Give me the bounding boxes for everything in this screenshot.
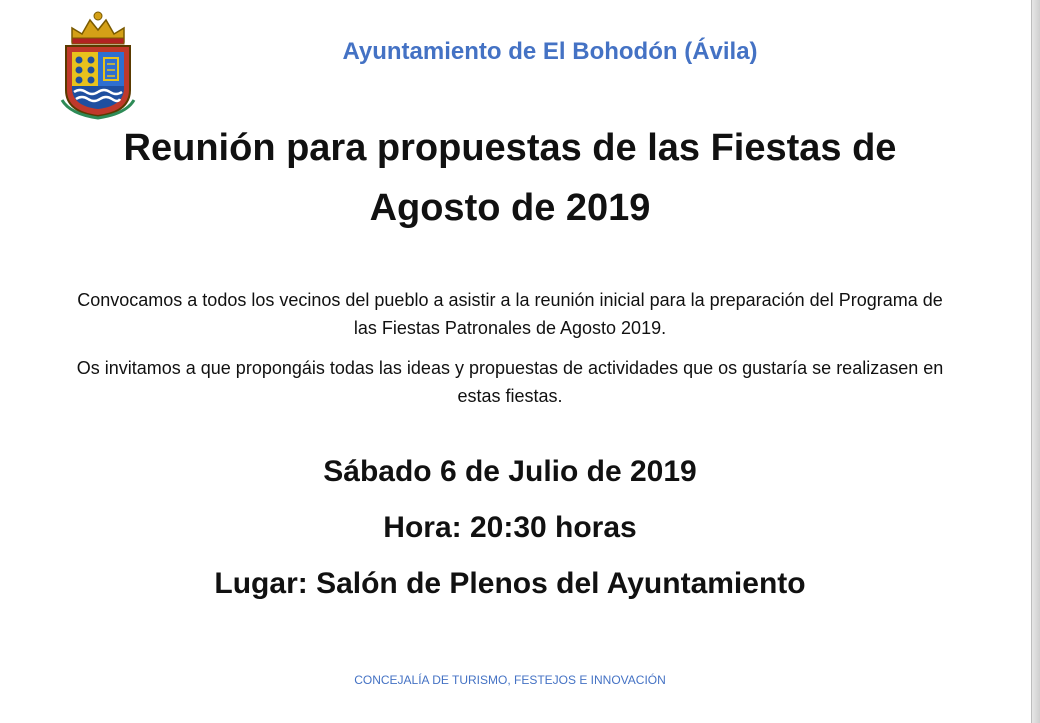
event-place: Lugar: Salón de Plenos del Ayuntamiento	[214, 567, 806, 600]
page-edge	[1031, 0, 1040, 723]
page-title: Reunión para propuestas de las Fiestas de Agosto de 2019	[123, 127, 897, 229]
event-time: Hora: 20:30 horas	[383, 511, 637, 544]
invitation-paragraph: Convocamos a todos los vecinos del pueblo a asistir a la reunión inicial para la preparación del Programa de las Fiestas Patronales de Agosto 2019.	[77, 290, 943, 338]
coat-of-arms-icon	[58, 8, 138, 120]
event-date: Sábado 6 de Julio de 2019	[323, 455, 697, 488]
footer-department: CONCEJALÍA DE TURISMO, FESTEJOS E INNOVACIÓN	[354, 673, 666, 687]
organization-name: Ayuntamiento de El Bohodón (Ávila)	[342, 38, 758, 65]
proposals-paragraph: Os invitamos a que propongáis todas las ideas y propuestas de actividades que os gustaría se realizasen en estas fiestas.	[76, 358, 944, 406]
